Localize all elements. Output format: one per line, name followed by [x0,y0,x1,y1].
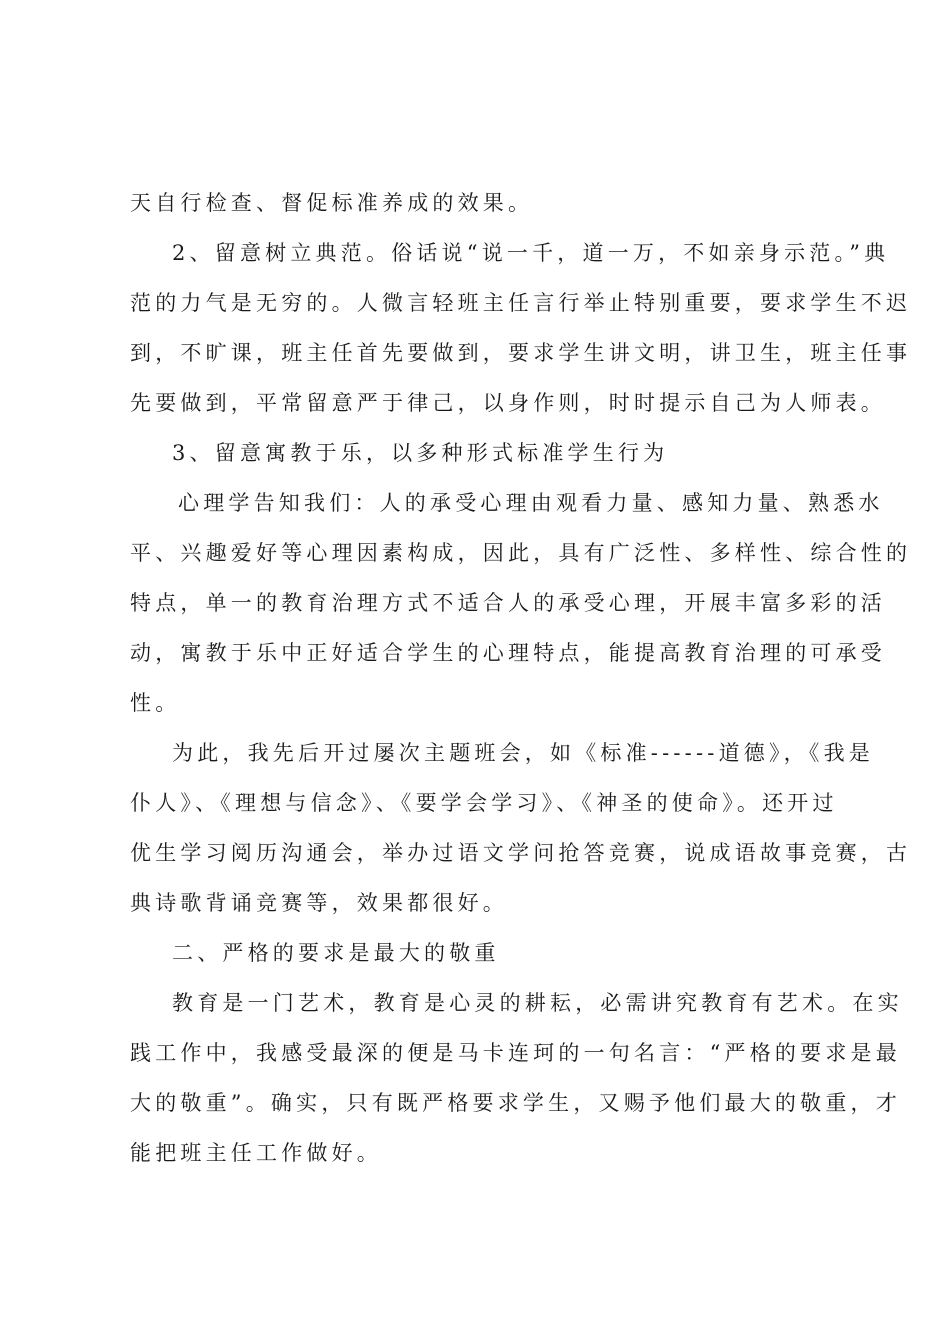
text-line: 为此，我先后开过屡次主题班会，如《标准------道德》，《我是 [172,741,874,765]
text-line: 典诗歌背诵竞赛等，效果都很好。 [130,891,508,915]
text-line: 特点，单一的教育治理方式不适合人的承受心理，开展丰富多彩的活 [130,591,886,615]
section-heading: 二、严格的要求是最大的敬重 [172,941,500,965]
text-line: 心理学告知我们：人的承受心理由观看力量、感知力量、熟悉水 [178,491,884,515]
text-line: 能把班主任工作做好。 [130,1141,382,1165]
text-line: 动，寓教于乐中正好适合学生的心理特点，能提高教育治理的可承受 [130,641,886,665]
text-line: 优生学习阅历沟通会，举办过语文学问抢答竞赛，说成语故事竞赛，古 [130,841,912,865]
text-line: 先要做到，平常留意严于律己，以身作则，时时提示自己为人师表。 [130,391,886,415]
text-line: 践工作中，我感受最深的便是马卡连珂的一句名言：“严格的要求是最 [130,1041,901,1065]
section-heading: 3、留意寓教于乐，以多种形式标准学生行为 [172,441,669,465]
text-line: 性。 [130,691,181,715]
text-line: 平、兴趣爱好等心理因素构成，因此，具有广泛性、多样性、综合性的 [130,541,912,565]
text-line: 2、留意树立典范。俗话说“说一千，道一万，不如亲身示范。”典 [172,241,890,265]
text-line: 范的力气是无穷的。人微言轻班主任言行举止特别重要，要求学生不迟 [130,291,912,315]
text-line: 大的敬重”。确实，只有既严格要求学生，又赐予他们最大的敬重，才 [130,1091,901,1115]
text-line: 教育是一门艺术，教育是心灵的耕耘，必需讲究教育有艺术。在实 [172,991,903,1015]
text-line: 仆人》、《理想与信念》、《要学会学习》、《神圣的使命》。还开过 [130,791,838,815]
text-line: 天自行检查、督促标准养成的效果。 [130,191,534,215]
text-line: 到，不旷课，班主任首先要做到，要求学生讲文明，讲卫生，班主任事 [130,341,912,365]
